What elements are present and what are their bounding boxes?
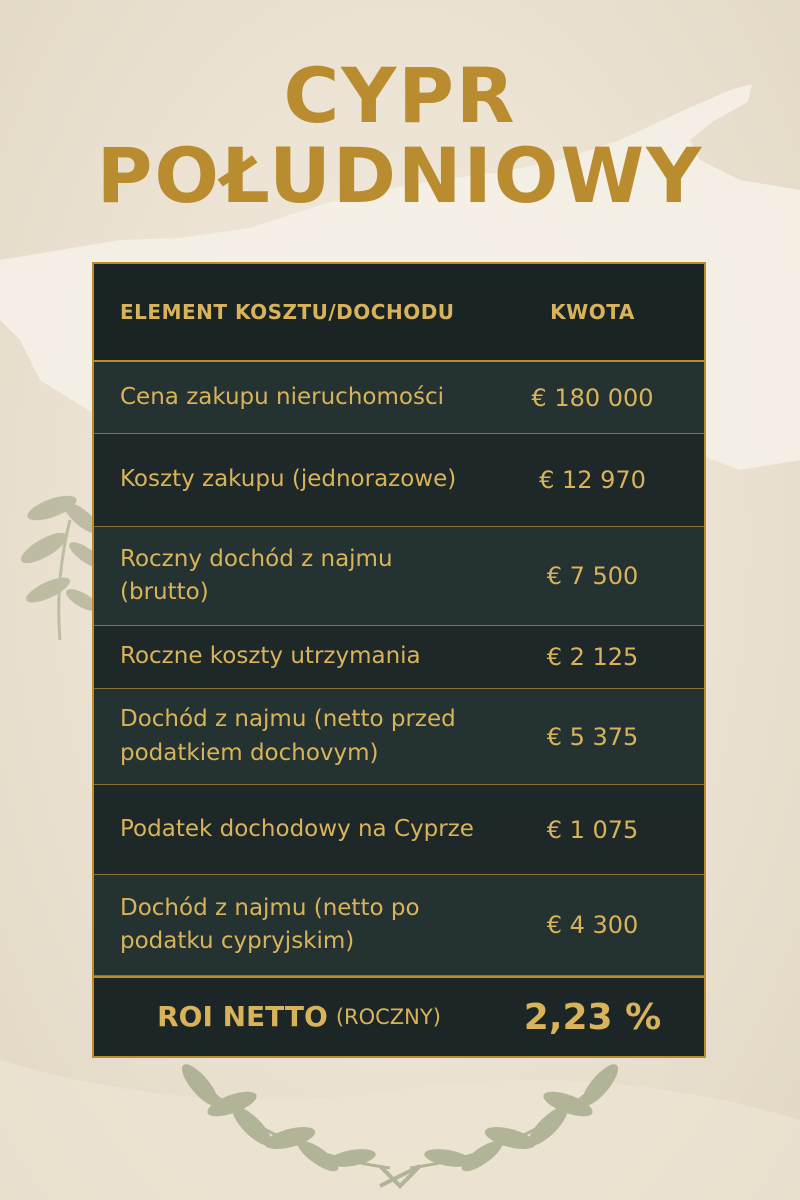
table-row — [94, 875, 704, 976]
row-value: € 1 075 — [546, 815, 639, 844]
row-value: € 7 500 — [546, 562, 639, 590]
table-row — [94, 362, 704, 434]
table-header — [94, 264, 704, 362]
row-label: Cena zakupu nieruchomości — [120, 383, 444, 410]
cost-income-table — [92, 262, 706, 1058]
row-label: Dochód z najmu (netto przed podatkiem dochovym) — [120, 706, 456, 766]
title-line-2: POŁUDNIOWY — [96, 131, 704, 220]
row-label: Roczne koszty utrzymania — [120, 643, 421, 670]
title-line-1: CYPR — [283, 51, 517, 140]
header-value: KWOTA — [550, 300, 635, 324]
roi-total-row — [94, 976, 704, 1056]
row-value: € 4 300 — [546, 911, 639, 939]
table-row — [94, 785, 704, 875]
roi-label — [134, 978, 464, 1056]
row-value: € 2 125 — [546, 643, 639, 671]
table-row — [94, 689, 704, 785]
light-sweep — [0, 1060, 800, 1200]
roi-value: 2,23 % — [523, 996, 662, 1038]
table-row — [94, 434, 704, 527]
row-value: € 180 000 — [531, 383, 654, 412]
table-row — [94, 527, 704, 626]
row-label: Koszty zakupu (jednorazowe) — [120, 466, 457, 493]
header-label: ELEMENT KOSZTU/DOCHODU — [120, 299, 455, 324]
row-label: Podatek dochodowy na Cyprze — [120, 815, 474, 842]
row-value: € 12 970 — [539, 466, 646, 494]
roi-label-main: ROI NETTO — [157, 999, 328, 1033]
row-label: Dochód z najmu (netto po podatku cypryjskim) — [120, 894, 420, 954]
roi-label-suffix: (ROCZNY) — [335, 1004, 441, 1029]
table-row — [94, 626, 704, 689]
row-value: € 5 375 — [546, 722, 639, 751]
row-label: Roczny dochód z najmu (brutto) — [120, 545, 393, 605]
